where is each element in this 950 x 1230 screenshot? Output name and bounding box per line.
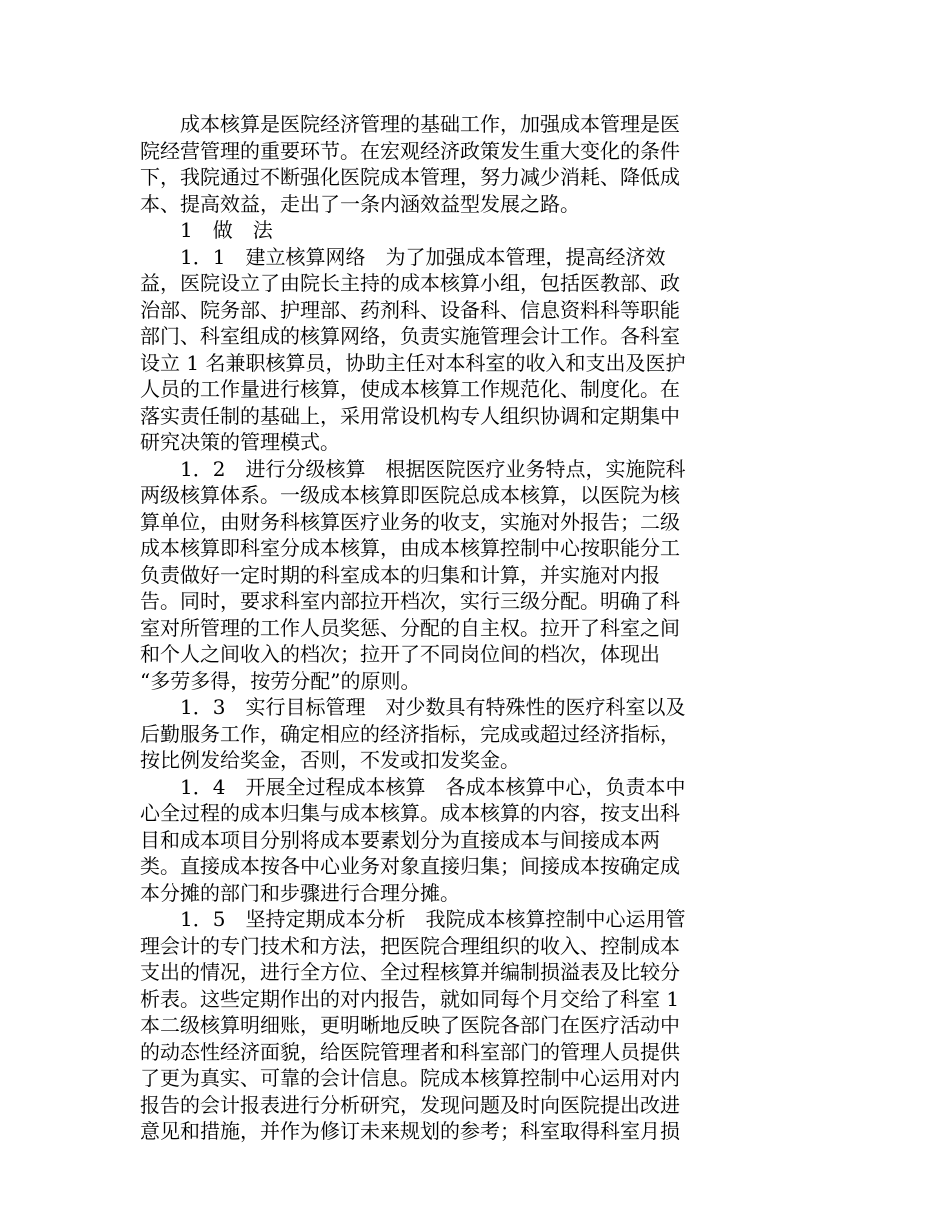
subsection-line: 1．2 进行分级核算 根据医院医疗业务特点，实施院科 bbox=[140, 456, 686, 481]
subsection-line: 1．1 建立核算网络 为了加强成本管理，提高经济效 bbox=[140, 244, 666, 269]
body-text bbox=[140, 111, 750, 1145]
text-line: 的动态性经济面貌，给医院管理者和科室部门的管理人员提供 bbox=[140, 1039, 680, 1064]
section-heading: 1 做 法 bbox=[140, 218, 273, 242]
text-line: 理会计的专门技术和方法，把医院合理组织的收入、控制成本 bbox=[140, 933, 680, 958]
text-line: 治部、院务部、护理部、药剂科、设备科、信息资料科等职能 bbox=[140, 297, 680, 322]
text-line: 析表。这些定期作出的对内报告，就如同每个月交给了科室 1 bbox=[140, 986, 680, 1011]
text-line: 负责做好一定时期的科室成本的归集和计算，并实施对内报 bbox=[140, 562, 660, 587]
subsection-line: 1．5 坚持定期成本分析 我院成本核算控制中心运用管 bbox=[140, 907, 686, 931]
subsection-line: 1．4 开展全过程成本核算 各成本核算中心，负责本中 bbox=[140, 774, 686, 799]
text-line: 本、提高效益，走出了一条内涵效益型发展之路。 bbox=[140, 191, 580, 216]
text-line: 算单位，由财务科核算医疗业务的收支，实施对外报告；二级 bbox=[140, 509, 680, 534]
text-line: 按比例发给奖金，否则，不发或扣发奖金。 bbox=[140, 748, 520, 772]
text-line: 本二级核算明细账，更明晰地反映了医院各部门在医疗活动中 bbox=[140, 1013, 680, 1037]
text-line: 院经营管理的重要环节。在宏观经济政策发生重大变化的条件 bbox=[140, 138, 680, 163]
text-line: 支出的情况，进行全方位、全过程核算并编制损溢表及比较分 bbox=[140, 960, 680, 984]
text-line: 报告的会计报表进行分析研究，发现问题及时向医院提出改进 bbox=[140, 1092, 680, 1117]
text-line: 人员的工作量进行核算，使成本核算工作规范化、制度化。在 bbox=[140, 377, 680, 401]
text-line: 益，医院设立了由院长主持的成本核算小组，包括医教部、政 bbox=[140, 271, 680, 295]
text-line: 落实责任制的基础上，采用常设机构专人组织协调和定期集中 bbox=[140, 403, 680, 428]
text-line: 和个人之间收入的档次；拉开了不同岗位间的档次，体现出 bbox=[140, 642, 660, 666]
text-line: 部门、科室组成的核算网络，负责实施管理会计工作。各科室 bbox=[140, 324, 680, 348]
text-line: 本分摊的部门和步骤进行合理分摊。 bbox=[140, 880, 460, 905]
text-line: 室对所管理的工作人员奖惩、分配的自主权。拉开了科室之间 bbox=[140, 615, 680, 640]
text-line: 设立 1 名兼职核算员，协助主任对本科室的收入和支出及医护 bbox=[140, 350, 686, 375]
text-line: 成本核算即科室分成本核算，由成本核算控制中心按职能分工 bbox=[140, 536, 680, 560]
subsection-line: 1．3 实行目标管理 对少数具有特殊性的医疗科室以及 bbox=[140, 695, 686, 719]
text-line: 类。直接成本按各中心业务对象直接归集；间接成本按确定成 bbox=[140, 854, 680, 878]
text-line: 成本核算是医院经济管理的基础工作，加强成本管理是医 bbox=[140, 112, 680, 136]
text-line: 了更为真实、可靠的会计信息。院成本核算控制中心运用对内 bbox=[140, 1066, 680, 1090]
text-line: 两级核算体系。一级成本核算即医院总成本核算，以医院为核 bbox=[140, 483, 680, 507]
text-line: 目和成本项目分别将成本要素划分为直接成本与间接成本两 bbox=[140, 827, 660, 852]
text-line: “多劳多得，按劳分配”的原则。 bbox=[140, 668, 421, 693]
text-line: 意见和措施，并作为修订未来规划的参考；科室取得科室月损 bbox=[140, 1119, 680, 1143]
text-line: 告。同时，要求科室内部拉开档次，实行三级分配。明确了科 bbox=[140, 589, 680, 613]
text-line: 心全过程的成本归集与成本核算。成本核算的内容，按支出科 bbox=[140, 801, 680, 825]
text-line: 后勤服务工作，确定相应的经济指标，完成或超过经济指标， bbox=[140, 721, 680, 746]
text-line: 下，我院通过不断强化医院成本管理，努力减少消耗、降低成 bbox=[140, 165, 680, 189]
text-line: 研究决策的管理模式。 bbox=[140, 430, 340, 454]
